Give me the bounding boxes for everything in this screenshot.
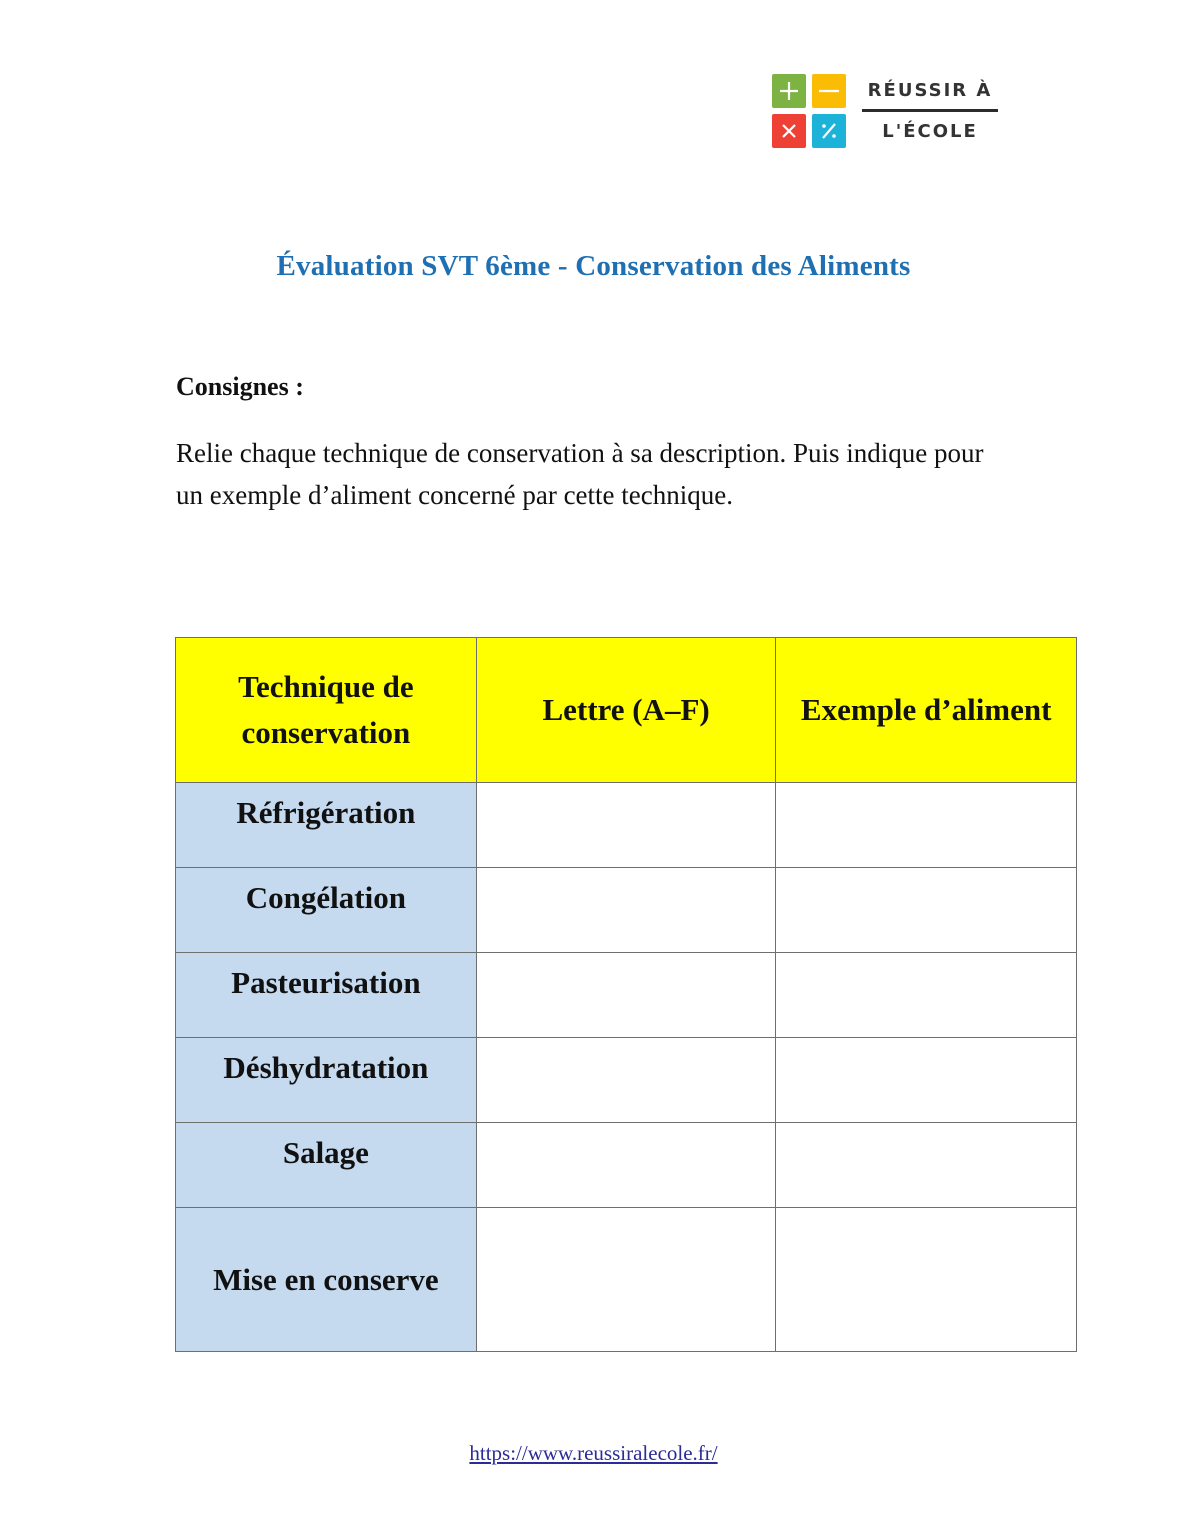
technique-cell: Réfrigération: [176, 783, 477, 868]
exemple-cell[interactable]: [776, 868, 1077, 953]
instructions-text: Relie chaque technique de conservation à sa description. Puis indique pour un exemple d’aliment concerné par cette technique.: [176, 438, 984, 510]
conservation-table: [175, 637, 1077, 1352]
logo-wordmark: [862, 80, 998, 142]
website-link[interactable]: https://www.reussiralecole.fr/: [469, 1441, 718, 1465]
plus-icon: [772, 74, 806, 108]
technique-cell: Salage: [176, 1123, 477, 1208]
table-row: [176, 868, 1077, 953]
technique-cell: Déshydratation: [176, 1038, 477, 1123]
table-row: [176, 1208, 1077, 1352]
technique-cell: Pasteurisation: [176, 953, 477, 1038]
lettre-cell[interactable]: [476, 1123, 776, 1208]
lettre-cell[interactable]: [476, 783, 776, 868]
exemple-cell[interactable]: [776, 1208, 1077, 1352]
lettre-cell[interactable]: [476, 953, 776, 1038]
table-row: [176, 783, 1077, 868]
exemple-cell[interactable]: [776, 1038, 1077, 1123]
technique-cell: Congélation: [176, 868, 477, 953]
table-row: [176, 1038, 1077, 1123]
exemple-cell[interactable]: [776, 953, 1077, 1038]
footer: [0, 1441, 1187, 1466]
exemple-cell[interactable]: [776, 1123, 1077, 1208]
brand-logo: [772, 74, 998, 148]
technique-cell: Mise en conserve: [176, 1208, 477, 1352]
page-title: Évaluation SVT 6ème - Conservation des Aliments: [276, 250, 911, 282]
multiply-icon: [772, 114, 806, 148]
logo-icon-grid: [772, 74, 846, 148]
logo-text-line1: RÉUSSIR À: [867, 80, 993, 101]
header-exemple: Exemple d’aliment: [776, 638, 1077, 783]
instructions-heading: Consignes :: [176, 372, 304, 401]
table-row: [176, 953, 1077, 1038]
minus-icon: [812, 74, 846, 108]
divide-icon: [812, 114, 846, 148]
lettre-cell[interactable]: [476, 868, 776, 953]
header-technique: Technique de conservation: [176, 638, 477, 783]
header-lettre: Lettre (A–F): [476, 638, 776, 783]
lettre-cell[interactable]: [476, 1038, 776, 1123]
exemple-cell[interactable]: [776, 783, 1077, 868]
lettre-cell[interactable]: [476, 1208, 776, 1352]
table-header-row: [176, 638, 1077, 783]
table-row: [176, 1123, 1077, 1208]
logo-text-line2: L'ÉCOLE: [882, 121, 978, 142]
